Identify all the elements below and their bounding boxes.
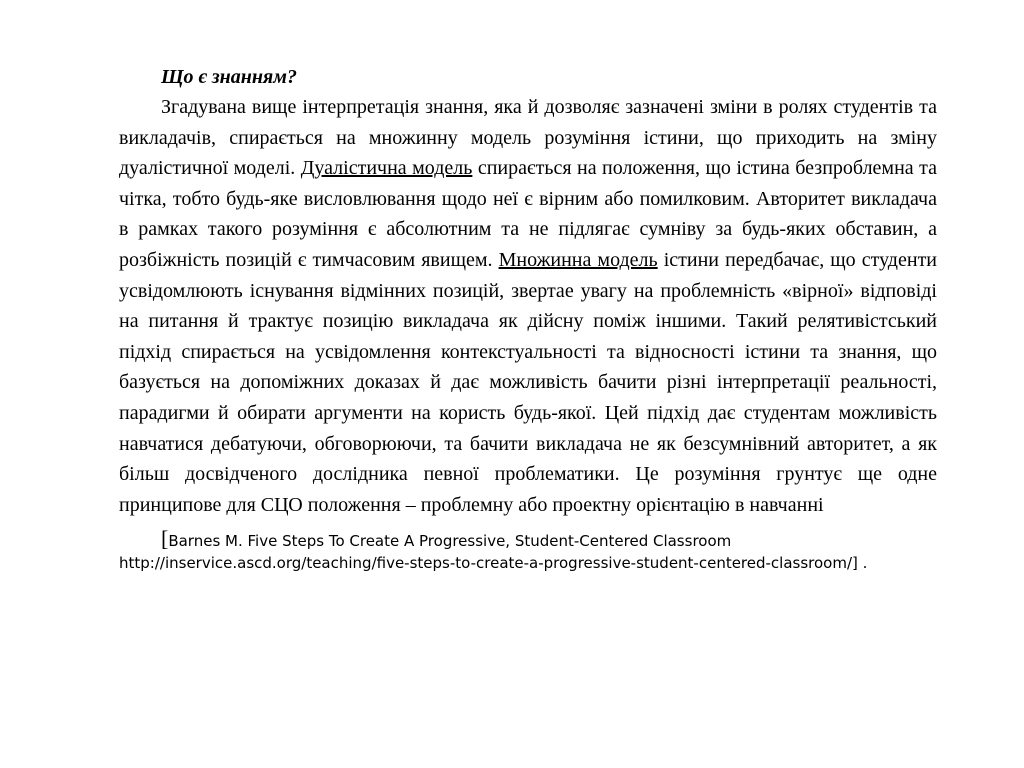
term-multiple-model: Множинна модель	[498, 248, 658, 271]
paragraph-part-1: Згадувана вище інтерпретація знання, яка й дозволяє зазначені зміни в ролях студентів та викладачів, спирається на множинну модель розуміння істини, що приходить на зміну дуалістичної моделі.	[119, 96, 937, 180]
reference-url-text: http://inservice.ascd.org/teaching/five-steps-to-create-a-progressive-student-centered-classroom/	[119, 554, 853, 573]
paragraph-part-2: спирається на положення, що істина безпроблемна та чітка, тобто будь-яке висловлювання щодо неї є вірним або помилковим. Авторитет викладача в рамках такого розуміння є абсолютним та не підлягає сумніву за будь-яких обставин, а розбіжність позицій є тимчасовим явищем.	[119, 157, 937, 271]
paragraph-part-3: істини передбачає, що студенти усвідомлюють існування відмінних позицій, звертае увагу на проблемність «вірної» відповіді на питання й трактує позицію викладача як дійсну поміж іншими. Такий релятивістський підхід спирається на усвідомлення контекстуальності та відносності істини та знання, що базується на допоміжних доказах й дає можливість бачити різні інтерпретації реальності, парадигми й обирати аргументи на користь будь-якої. Цей підхід дає студентам можливість навчатися дебатуючи, обговорюючи, та бачити викладача не як безсумнівний авторитет, а як більш досвідченого дослідника певної проблематики. Це розуміння грунтує ще одне принципове для СЦО положення – проблемну або проектну орієнтацію в навчанні	[119, 248, 938, 516]
reference-close: ] .	[852, 554, 868, 573]
section-heading: Що є знанням?	[161, 66, 297, 88]
reference-open-bracket: [	[161, 526, 169, 552]
reference-text: Barnes M. Five Steps To Create A Progressive, Student-Centered Classroom	[168, 532, 732, 551]
body-paragraph	[119, 92, 937, 520]
reference-citation	[119, 528, 937, 574]
slide-content	[119, 62, 937, 574]
reference-url	[119, 552, 937, 574]
term-dualistic-model: Дуалістична модель	[300, 157, 473, 180]
